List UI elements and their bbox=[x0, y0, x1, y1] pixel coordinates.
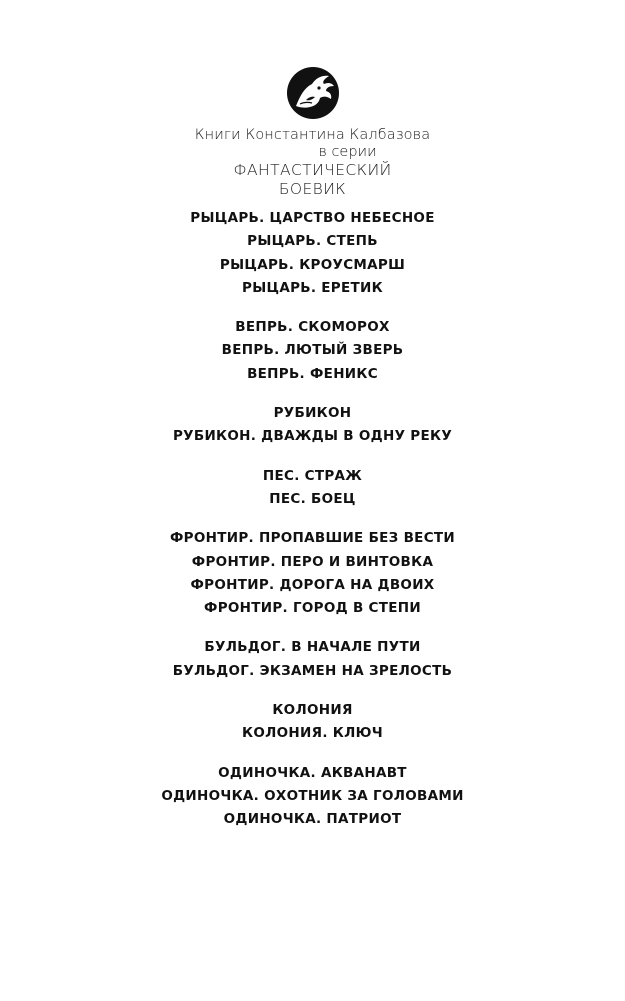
book-title: РЫЦАРЬ. КРОУСМАРШ bbox=[219, 256, 406, 273]
book-group bbox=[0, 316, 625, 386]
book-title: ФРОНТИР. ДОРОГА НА ДВОИХ bbox=[190, 576, 435, 593]
book-title: ОДИНОЧКА. АКВАНАВТ bbox=[218, 764, 407, 781]
book-title: ФРОНТИР. ГОРОД В СТЕПИ bbox=[204, 600, 421, 617]
book-group bbox=[0, 762, 625, 832]
book-title: ВЕПРЬ. СКОМОРОХ bbox=[235, 319, 390, 336]
book-title: КОЛОНИЯ. КЛЮЧ bbox=[242, 725, 383, 742]
book-title: ВЕПРЬ. ФЕНИКС bbox=[247, 365, 378, 382]
book-title: ВЕПРЬ. ЛЮТЫЙ ЗВЕРЬ bbox=[221, 342, 404, 359]
dragon-head-logo-icon bbox=[286, 66, 340, 120]
book-group bbox=[0, 527, 625, 620]
book-title: КОЛОНИЯ bbox=[272, 702, 353, 719]
book-group bbox=[0, 699, 625, 746]
series-name-line1: ФАНТАСТИЧЕСКИЙ bbox=[233, 161, 392, 179]
book-group bbox=[0, 465, 625, 512]
book-group bbox=[0, 207, 625, 300]
book-title: БУЛЬДОГ. В НАЧАЛЕ ПУТИ bbox=[204, 639, 421, 656]
book-title: РЫЦАРЬ. ЦАРСТВО НЕБЕСНОЕ bbox=[190, 210, 435, 226]
in-series-line: в серии bbox=[318, 144, 377, 160]
book-title: ПЕС. СТРАЖ bbox=[262, 467, 363, 484]
book-title: РЫЦАРЬ. СТЕПЬ bbox=[247, 233, 378, 250]
book-group bbox=[0, 636, 625, 683]
book-title-list bbox=[0, 207, 625, 848]
book-title: ФРОНТИР. ПРОПАВШИЕ БЕЗ ВЕСТИ bbox=[169, 530, 456, 547]
book-title: БУЛЬДОГ. ЭКЗАМЕН НА ЗРЕЛОСТЬ bbox=[172, 662, 453, 679]
series-name-line2: БОЕВИК bbox=[278, 180, 347, 198]
series-intro bbox=[0, 126, 625, 198]
book-group bbox=[0, 402, 625, 449]
book-title: ФРОНТИР. ПЕРО И ВИНТОВКА bbox=[191, 553, 434, 570]
book-title: РЫЦАРЬ. ЕРЕТИК bbox=[242, 279, 383, 296]
book-title: ОДИНОЧКА. ОХОТНИК ЗА ГОЛОВАМИ bbox=[161, 787, 464, 804]
book-title: ОДИНОЧКА. ПАТРИОТ bbox=[223, 811, 402, 828]
book-title: РУБИКОН bbox=[273, 405, 352, 422]
book-title: ПЕС. БОЕЦ bbox=[269, 490, 356, 507]
book-title: РУБИКОН. ДВАЖДЫ В ОДНУ РЕКУ bbox=[172, 428, 453, 445]
author-books-line: Книги Константина Калбазова bbox=[194, 127, 431, 143]
